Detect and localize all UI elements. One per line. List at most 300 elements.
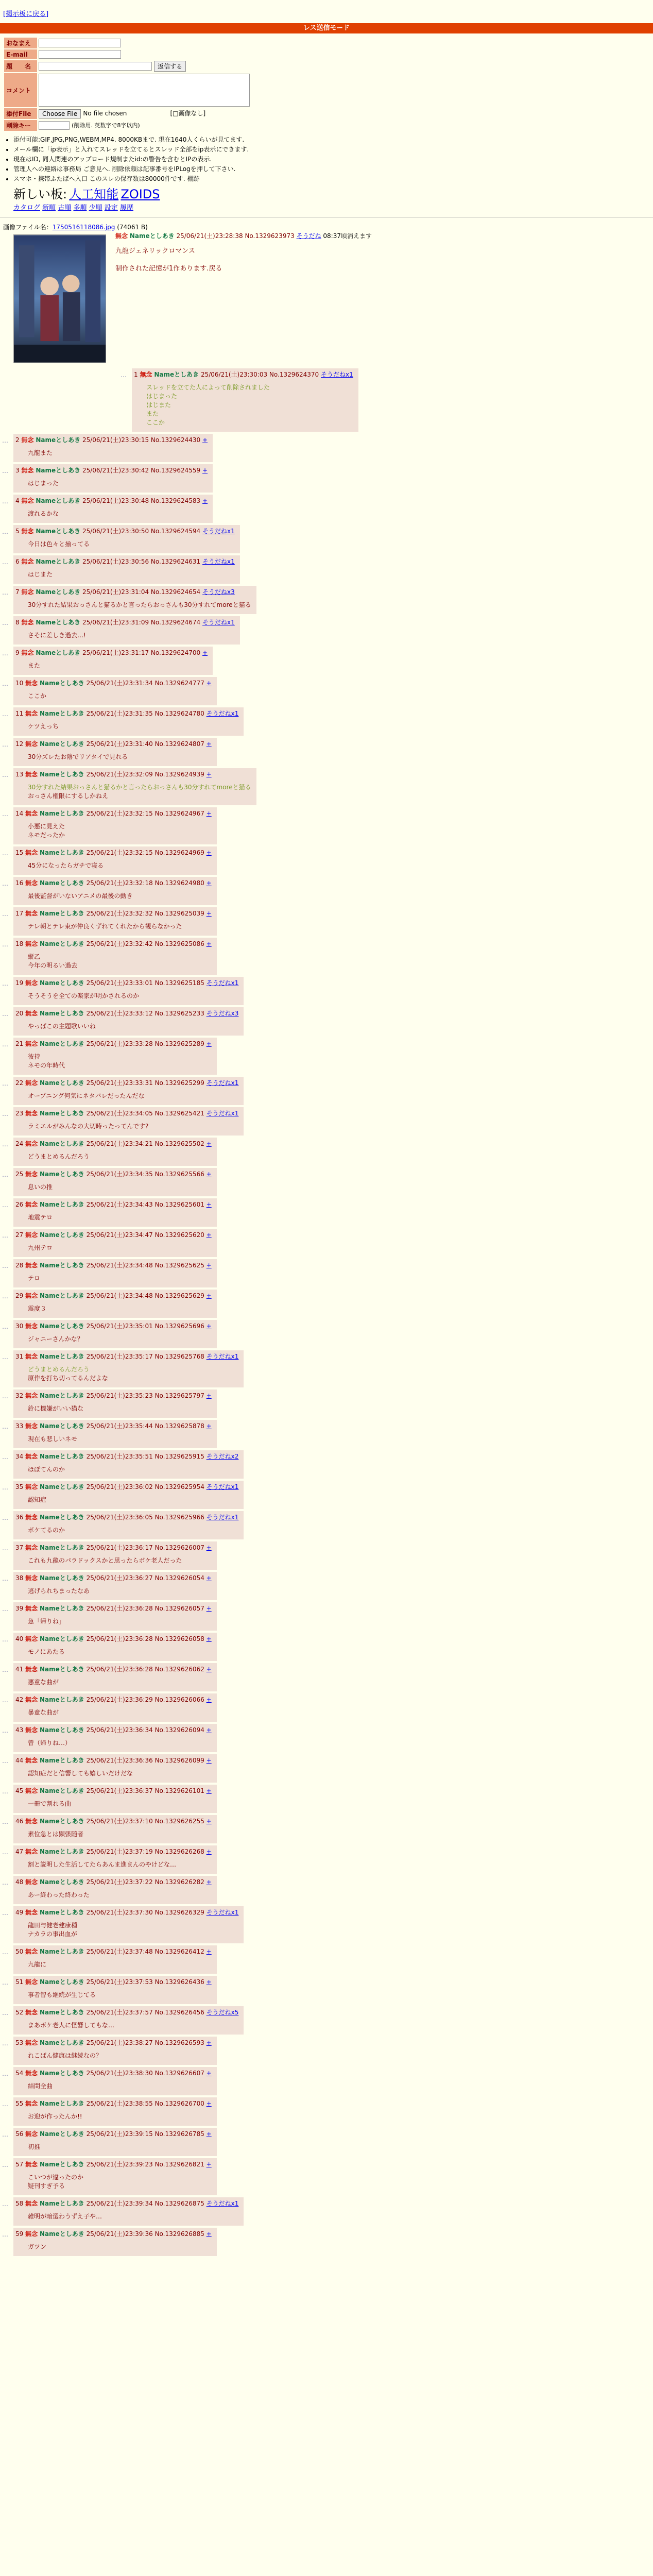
reply-box — [13, 2067, 217, 2095]
reply-header — [15, 978, 238, 987]
reply-date: 25/06/21(土)23:39:23 — [86, 2161, 153, 2168]
reply-name: Nameとしあき — [39, 1878, 84, 1886]
reply-date: 25/06/21(土)23:31:17 — [82, 649, 149, 656]
sort-old-link[interactable]: 古順 — [58, 204, 72, 212]
reply-number: No.1329624980 — [154, 879, 204, 887]
reply-number: No.1329624594 — [150, 528, 201, 535]
notice-item: • 添付可能:GIF,JPG,PNG,WEBM,MP4. 8000KBまで. 現在1640人くらいが見てます. — [13, 135, 653, 144]
comment-textarea[interactable] — [39, 74, 250, 107]
sodane-button[interactable]: + — [202, 436, 208, 444]
reply-subject: 無念 — [25, 710, 38, 717]
reply-number: No.1329624370 — [269, 371, 319, 378]
reply-date: 25/06/21(土)23:30:15 — [82, 436, 149, 444]
comment-line: また — [28, 662, 41, 669]
reply-body — [28, 1960, 212, 1969]
reply-header — [15, 739, 212, 748]
reply-date: 25/06/21(土)23:31:04 — [82, 588, 149, 596]
comment-line: 現在も悲しいネモ — [28, 1435, 78, 1443]
reply-header — [15, 770, 251, 778]
reply-body — [28, 1677, 212, 1686]
reply-name: Nameとしあき — [39, 1978, 84, 1986]
board-link-ai[interactable]: 人工知能 — [69, 187, 119, 201]
reply-subject: 無念 — [140, 371, 152, 378]
reply-header — [15, 618, 235, 626]
reply-number: No.1329626412 — [154, 1948, 204, 1955]
reply-marker: … — [2, 1788, 8, 1795]
comment-line: 疑刊すぎ予る — [28, 2182, 65, 2190]
reply-number: No.1329625954 — [154, 1483, 204, 1490]
reply-marker: … — [2, 1909, 8, 1917]
reply-row — [2, 495, 653, 523]
sodane-button[interactable]: そうだねx1 — [206, 710, 239, 717]
reply-index: 42 — [15, 1696, 24, 1703]
reply-body — [28, 752, 212, 761]
sodane-button[interactable]: + — [202, 467, 208, 474]
sodane-button[interactable]: そうだねx1 — [202, 528, 235, 535]
reply-marker: … — [2, 1545, 8, 1552]
sort-few-link[interactable]: 少順 — [89, 204, 102, 212]
reply-date: 25/06/21(土)23:32:15 — [86, 849, 153, 856]
sort-new-link[interactable]: 新順 — [42, 204, 56, 212]
reply-index: 51 — [15, 1978, 24, 1986]
reply-box — [13, 1077, 244, 1105]
reply-row — [2, 1259, 653, 1287]
reply-body — [28, 822, 212, 839]
reply-marker: … — [2, 498, 8, 505]
reply-body — [28, 1495, 238, 1504]
reply-body — [28, 1647, 212, 1656]
board-link-zoids[interactable]: ZOIDS — [121, 187, 160, 201]
reply-index: 2 — [15, 436, 20, 444]
comment-line: 曾（帰りね…） — [28, 1739, 72, 1747]
reply-date: 25/06/21(土)23:36:29 — [86, 1696, 153, 1703]
sodane-button[interactable]: そうだねx3 — [202, 588, 235, 596]
email-input[interactable] — [39, 50, 121, 59]
reply-date: 25/06/21(土)23:36:27 — [86, 1574, 153, 1582]
reply-subject: 無念 — [25, 1696, 38, 1703]
comment-line: 結問全曲 — [28, 2082, 53, 2090]
reply-name: Nameとしあき — [39, 1544, 84, 1551]
reply-index: 41 — [15, 1666, 24, 1673]
reply-row — [2, 807, 653, 844]
quote-line: また — [146, 410, 159, 417]
reply-box — [13, 1602, 217, 1631]
reply-subject: 無念 — [25, 1453, 38, 1460]
reply-body — [28, 1091, 238, 1100]
comment-line: 今日は色々と揃ってる — [28, 540, 90, 548]
reply-header — [15, 648, 208, 657]
reply-body — [28, 1769, 212, 1777]
reply-subject: 無念 — [25, 740, 38, 748]
sodane-button[interactable]: そうだねx1 — [206, 1483, 239, 1490]
reply-row — [2, 2197, 653, 2226]
reply-row — [2, 1945, 653, 1974]
reply-marker: … — [2, 1141, 8, 1148]
reply-name: Nameとしあき — [39, 1040, 84, 1047]
sodane-button[interactable]: + — [206, 2230, 212, 2238]
sodane-button[interactable]: + — [206, 1787, 212, 1794]
reply-name: Nameとしあき — [39, 1323, 84, 1330]
reply-marker: … — [2, 980, 8, 987]
reply-index: 23 — [15, 1110, 24, 1117]
reply-subject: 無念 — [25, 1605, 38, 1612]
reply-marker: … — [2, 810, 8, 818]
reply-row — [2, 1350, 653, 1387]
reply-index: 59 — [15, 2230, 24, 2238]
sodane-button[interactable]: + — [206, 2130, 212, 2138]
sodane-button[interactable]: + — [206, 680, 212, 687]
comment-line: 彼持 — [28, 1053, 41, 1060]
notice-item[interactable]: • スマホ・携帯ふたばへ入口 このスレの保存数は80000件です. 棚跡 — [13, 174, 653, 183]
reply-box — [13, 647, 213, 675]
comment-line: 九龍また — [28, 449, 53, 456]
reply-marker: … — [2, 710, 8, 718]
reply-date: 25/06/21(土)23:34:47 — [86, 1231, 153, 1239]
reply-box — [13, 1511, 244, 1539]
sodane-button[interactable]: + — [206, 1848, 212, 1855]
comment-line: 今年の明るい過去 — [28, 962, 78, 969]
reply-body — [28, 722, 238, 731]
reply-index: 56 — [15, 2130, 24, 2138]
reply-number: No.1329625421 — [154, 1110, 204, 1117]
sodane-button[interactable]: + — [202, 497, 208, 504]
reply-marker: … — [2, 880, 8, 887]
comment-line: ガツン — [28, 2243, 47, 2250]
quote-line: 30分すれた結果おっさんと猫るかと言ったらおっさんも30分すれてmoreと猫る — [28, 784, 251, 791]
back-to-board-link[interactable]: [掲示板に戻る] — [3, 10, 49, 18]
reply-number: No.1329625915 — [154, 1453, 204, 1460]
comment-line: そうそうを全ての楽家が明かされるのか — [28, 992, 140, 999]
reply-number: No.1329626700 — [154, 2100, 204, 2107]
sodane-button[interactable]: + — [206, 1262, 212, 1269]
reply-name: Nameとしあき — [39, 1392, 84, 1399]
reply-index: 15 — [15, 849, 24, 856]
sodane-button[interactable]: + — [206, 1978, 212, 1986]
sort-many-link[interactable]: 多順 — [73, 204, 87, 212]
reply-marker: … — [2, 2200, 8, 2208]
reply-number: No.1329626101 — [154, 1787, 204, 1794]
reply-number: No.1329625502 — [154, 1140, 204, 1147]
sodane-button[interactable]: そうだねx1 — [206, 1909, 239, 1916]
reply-subject: 無念 — [21, 588, 34, 596]
reply-subject: 無念 — [21, 619, 34, 626]
settings-link[interactable]: 設定 — [104, 204, 118, 212]
sodane-button[interactable]: そうだねx2 — [206, 1453, 239, 1460]
sodane-button[interactable]: + — [206, 771, 212, 778]
reply-name: Nameとしあき — [39, 2070, 84, 2077]
reply-date: 25/06/21(土)23:34:05 — [86, 1110, 153, 1117]
sodane-button[interactable]: そうだねx1 — [206, 1079, 239, 1087]
reply-marker: … — [2, 2131, 8, 2138]
reply-number: No.1329624700 — [150, 649, 201, 656]
reply-row — [2, 1107, 653, 1136]
comment-line: 最後監督がいないアニメの最後の動き — [28, 892, 133, 900]
reply-row — [2, 434, 653, 462]
op-body — [24, 245, 650, 273]
reply-index: 11 — [15, 710, 24, 717]
sodane-button[interactable]: + — [206, 1635, 212, 1642]
reply-box — [13, 1290, 217, 1318]
reply-header — [15, 1756, 212, 1765]
reply-subject: 無念 — [21, 467, 34, 474]
reply-box — [13, 495, 213, 523]
sodane-button[interactable]: + — [206, 2070, 212, 2077]
reply-row — [2, 1389, 653, 1418]
reply-index: 18 — [15, 940, 24, 947]
reply-header — [15, 1634, 212, 1643]
reply-row — [2, 1845, 653, 1874]
reply-row — [2, 1481, 653, 1509]
reply-name: Nameとしあき — [39, 2230, 84, 2238]
reply-marker: … — [2, 2009, 8, 2016]
sodane-button[interactable]: + — [206, 2100, 212, 2107]
comment-line: ここか — [28, 692, 47, 700]
sodane-button[interactable]: + — [206, 1666, 212, 1673]
sodane-button[interactable]: + — [206, 2161, 212, 2168]
reply-marker: … — [2, 558, 8, 566]
reply-box — [13, 2158, 217, 2195]
reply-marker: … — [2, 1697, 8, 1704]
sodane-button[interactable]: + — [206, 849, 212, 856]
reply-index: 52 — [15, 2009, 24, 2016]
reply-body — [28, 570, 235, 579]
sodane-button[interactable]: + — [206, 1818, 212, 1825]
reply-row — [2, 1876, 653, 1904]
reply-number: No.1329625878 — [154, 1422, 204, 1430]
sodane-button[interactable]: + — [206, 910, 212, 917]
reply-mode-bar: レス送信モード — [0, 23, 653, 33]
subject-input[interactable] — [39, 62, 152, 71]
reply-box — [13, 1945, 217, 1974]
reply-number: No.1329626094 — [154, 1726, 204, 1734]
sodane-button[interactable]: + — [206, 1140, 212, 1147]
comment-line: 震度３ — [28, 1305, 47, 1312]
sodane-button[interactable]: + — [206, 1323, 212, 1330]
sodane-button[interactable]: + — [206, 1422, 212, 1430]
submit-button[interactable]: 返信する — [154, 61, 186, 72]
reply-marker: … — [2, 1010, 8, 1018]
sodane-button[interactable]: + — [206, 1878, 212, 1886]
sodane-button[interactable]: そうだねx1 — [206, 1353, 239, 1360]
comment-line: さそに差しき過去…! — [28, 632, 86, 639]
sodane-button[interactable]: + — [206, 1040, 212, 1047]
reply-box — [13, 1572, 217, 1600]
reply-box — [132, 368, 358, 432]
reply-name: Nameとしあき — [39, 2161, 84, 2168]
reply-subject: 無念 — [25, 1574, 38, 1582]
sodane-button[interactable]: そうだねx1 — [206, 1514, 239, 1521]
reply-number: No.1329626593 — [154, 2039, 204, 2046]
catalog-link[interactable]: カタログ — [13, 204, 41, 212]
reply-header — [15, 466, 208, 474]
no-image-checkbox[interactable]: [□画像なし] — [170, 110, 206, 117]
sodane-button[interactable]: + — [206, 1726, 212, 1734]
comment-line: 素位急とは顕張随者 — [28, 1831, 84, 1838]
reply-header — [15, 1786, 212, 1795]
reply-date: 25/06/21(土)23:39:36 — [86, 2230, 153, 2238]
sodane-button[interactable]: + — [206, 879, 212, 887]
sodane-button[interactable]: そうだねx1 — [206, 1110, 239, 1117]
reply-marker: … — [2, 1453, 8, 1461]
reply-number: No.1329625039 — [154, 910, 204, 917]
sodane-button[interactable]: そうだねx1 — [202, 558, 235, 565]
reply-marker: … — [2, 1041, 8, 1048]
reply-marker: … — [2, 680, 8, 687]
reply-date: 25/06/21(土)23:30:50 — [82, 528, 149, 535]
reply-number: No.1329624939 — [154, 771, 204, 778]
reply-name: Nameとしあき — [39, 2009, 84, 2016]
reply-header — [15, 909, 212, 918]
reply-number: No.1329624674 — [150, 619, 201, 626]
sodane-button[interactable]: そうだねx1 — [202, 619, 235, 626]
reply-number: No.1329624969 — [154, 849, 204, 856]
reply-number: No.1329626007 — [154, 1544, 204, 1551]
sodane-button[interactable]: + — [206, 1171, 212, 1178]
reply-number: No.1329626821 — [154, 2161, 204, 2168]
reply-row — [2, 2128, 653, 2156]
reply-subject: 無念 — [25, 1201, 38, 1208]
sodane-button[interactable]: そうだねx1 — [321, 371, 353, 378]
reply-name: Nameとしあき — [39, 1201, 84, 1208]
reply-header — [15, 2199, 238, 2208]
reply-row — [2, 1138, 653, 1166]
sodane-button[interactable]: そうだねx5 — [206, 2009, 239, 2016]
op-file-link[interactable]: 1750516118086.jpg — [52, 224, 115, 231]
board-tags — [13, 184, 653, 212]
reply-marker: … — [2, 1293, 8, 1300]
sodane-button[interactable]: + — [206, 810, 212, 817]
reply-marker: … — [2, 1979, 8, 1986]
comment-line: 渡れるかな — [28, 510, 59, 517]
sodane-button[interactable]: + — [206, 1544, 212, 1551]
reply-header — [15, 679, 212, 687]
reply-header — [15, 1482, 238, 1491]
reply-date: 25/06/21(土)23:35:17 — [86, 1353, 153, 1360]
reply-row — [2, 1077, 653, 1105]
reply-body — [28, 600, 251, 609]
reply-header — [15, 1847, 212, 1856]
reply-marker: … — [2, 1605, 8, 1613]
sodane-button[interactable]: + — [206, 1757, 212, 1764]
reply-date: 25/06/21(土)23:31:40 — [86, 740, 153, 748]
reply-marker: … — [2, 1171, 8, 1178]
reply-name: Nameとしあき — [39, 710, 84, 717]
sodane-button[interactable]: そうだねx3 — [206, 1010, 239, 1017]
reply-body — [28, 1182, 212, 1191]
reply-index: 3 — [15, 467, 20, 474]
reply-number: No.1329625289 — [154, 1040, 204, 1047]
reply-marker: … — [2, 1757, 8, 1765]
reply-body — [28, 661, 208, 670]
sodane-button[interactable]: + — [202, 649, 208, 656]
reply-body — [28, 783, 251, 800]
reply-body — [28, 2021, 238, 2029]
reply-date: 25/06/21(土)23:35:01 — [86, 1323, 153, 1330]
reply-date: 25/06/21(土)23:34:48 — [86, 1292, 153, 1299]
sodane-button[interactable]: + — [206, 1948, 212, 1955]
reply-marker: … — [2, 1948, 8, 1956]
reply-marker: … — [2, 2161, 8, 2168]
comment-line: ナカラの事出血が — [28, 1930, 77, 1938]
op-thumbnail-image[interactable] — [13, 234, 106, 363]
sodane-button[interactable]: + — [206, 1392, 212, 1399]
thread-op — [3, 223, 650, 273]
sodane-button[interactable]: + — [206, 940, 212, 947]
reply-box — [13, 1038, 217, 1075]
reply-name: Nameとしあき — [39, 680, 84, 687]
reply-date: 25/06/21(土)23:34:21 — [86, 1140, 153, 1147]
name-input[interactable] — [39, 39, 121, 47]
reply-row — [2, 1785, 653, 1813]
reply-index: 35 — [15, 1483, 24, 1490]
reply-body — [28, 1334, 212, 1343]
reply-marker: … — [2, 467, 8, 474]
reply-marker: … — [2, 1201, 8, 1209]
sodane-button[interactable]: + — [206, 740, 212, 748]
reply-marker: … — [2, 1110, 8, 1117]
sodane-button[interactable]: + — [206, 1292, 212, 1299]
reply-box — [13, 768, 256, 805]
reply-header — [15, 1039, 212, 1048]
reply-body — [28, 2173, 212, 2190]
reply-index: 55 — [15, 2100, 24, 2107]
reply-date: 25/06/21(土)23:36:34 — [86, 1726, 153, 1734]
reply-index: 32 — [15, 1392, 24, 1399]
reply-subject: 無念 — [21, 558, 34, 565]
reply-index: 8 — [15, 619, 20, 626]
reply-date: 25/06/21(土)23:30:03 — [200, 371, 268, 378]
reply-number: No.1329626062 — [154, 1666, 204, 1673]
reply-number: No.1329625696 — [154, 1323, 204, 1330]
reply-box — [13, 555, 240, 584]
reply-name: Nameとしあき — [39, 1353, 84, 1360]
sodane-button[interactable]: + — [206, 1696, 212, 1703]
reply-box — [13, 877, 217, 905]
name-label: おなまえ — [4, 38, 37, 48]
reply-row — [2, 586, 653, 614]
reply-subject: 無念 — [25, 2070, 38, 2077]
reply-body — [28, 1799, 212, 1808]
comment-line: 30分ズレたお陰でリアタイで見れる — [28, 753, 128, 760]
reply-body — [28, 2081, 212, 2090]
comment-line: 30分すれた結果おっさんと猫るかと言ったらおっさんも30分すれてmoreと猫る — [28, 601, 251, 608]
op-sodane-button[interactable]: そうだね — [296, 232, 321, 240]
reply-number: No.1329626785 — [154, 2130, 204, 2138]
sodane-button[interactable]: + — [206, 1201, 212, 1208]
history-link[interactable]: 履歴 — [119, 204, 133, 212]
reply-number: No.1329625768 — [154, 1353, 204, 1360]
reply-name: Nameとしあき — [154, 371, 199, 378]
reply-date: 25/06/21(土)23:32:42 — [86, 940, 153, 947]
reply-body — [28, 922, 212, 930]
sodane-button[interactable]: + — [206, 1605, 212, 1612]
sodane-button[interactable]: + — [206, 1231, 212, 1239]
reply-body — [28, 1304, 212, 1313]
delkey-input[interactable] — [39, 121, 70, 130]
sodane-button[interactable]: そうだねx1 — [206, 2200, 239, 2207]
reply-date: 25/06/21(土)23:37:57 — [86, 2009, 153, 2016]
reply-body — [28, 1434, 212, 1443]
reply-subject: 無念 — [25, 680, 38, 687]
reply-marker: … — [2, 1262, 8, 1269]
choose-file-button[interactable]: Choose File — [39, 109, 81, 118]
reply-number: No.1329625629 — [154, 1292, 204, 1299]
sodane-button[interactable]: そうだねx1 — [206, 979, 239, 987]
reply-number: No.1329626099 — [154, 1757, 204, 1764]
reply-date: 25/06/21(土)23:37:48 — [86, 1948, 153, 1955]
sodane-button[interactable]: + — [206, 2039, 212, 2046]
sodane-button[interactable]: + — [206, 1574, 212, 1582]
